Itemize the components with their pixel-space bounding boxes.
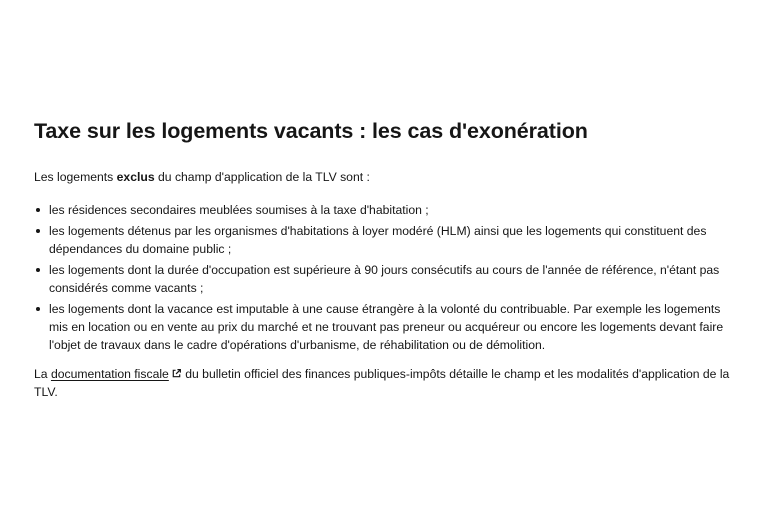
list-item: les logements dont la vacance est imputable à une cause étrangère à la volonté du contribuable. Par exemple les logements mis en location ou en vente au prix du marché et ne trouvant pas preneur ou acquéreur ou encore les logements devant faire l'objet de travaux dans le cadre d'opérations d'urbanisme, de réhabilitation ou de démolition. xyxy=(34,300,734,354)
link-label: documentation fiscale xyxy=(50,367,169,381)
intro-text-after: du champ d'application de la TLV sont : xyxy=(154,170,370,184)
intro-emphasis: exclus xyxy=(116,170,155,184)
documentation-fiscale-link[interactable] xyxy=(51,367,182,381)
main-content xyxy=(34,116,734,401)
list-item: les résidences secondaires meublées soumises à la taxe d'habitation ; xyxy=(34,201,734,219)
exemption-list xyxy=(34,201,734,354)
footer-paragraph xyxy=(34,365,734,401)
list-item: les logements détenus par les organismes d'habitations à loyer modéré (HLM) ainsi que les logements qui constituent des dépendances du domaine public ; xyxy=(34,222,734,258)
list-item: les logements dont la durée d'occupation est supérieure à 90 jours consécutifs au cours de l'année de référence, n'étant pas considérés comme vacants ; xyxy=(34,261,734,297)
footer-text-after: du bulletin officiel des finances publiques-impôts détaille le champ et les modalités d'application de la TLV. xyxy=(34,367,730,399)
footer-text-before: La xyxy=(34,367,51,381)
intro-paragraph xyxy=(34,168,734,186)
page-title: Taxe sur les logements vacants : les cas d'exonération xyxy=(34,119,588,143)
external-link-icon xyxy=(171,366,182,377)
intro-text-before: Les logements xyxy=(34,170,117,184)
